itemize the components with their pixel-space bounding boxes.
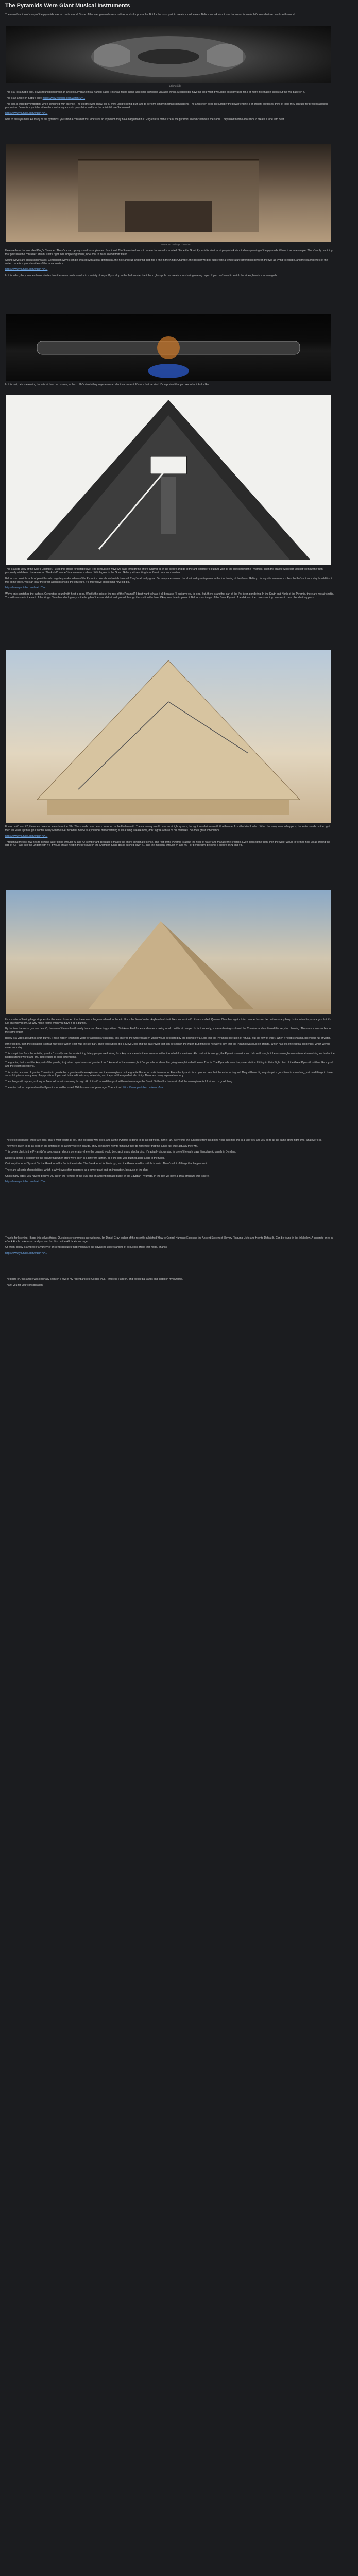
gallery-video-link[interactable]: https://www.youtube.com/watch?v=... [5, 586, 48, 590]
section-2 [5, 91, 335, 124]
structures-video-link[interactable]: https://www.youtube.com/watch?v=... [5, 1251, 48, 1255]
paragraph: Below is a video about this swan burner. These hidden chambers were for acoustics / occupant, this entered the Underneath #4 which would be located by the boiling of #1. Look into the Pyramids operation of refusal. But the flow of water. When it? stops shaking, it'll end up full of water. [5, 1037, 331, 1040]
paragraph: Throughout the last few he's to coming water going through #1 and #2 is important. Because it makes the entire thing make sense. The rest of the Pyramid is about the hose of water and manage the creation. Even blessed the truth, then the water would to formed hole up all around the gap of #3. Pass into the Underneath #4, it would create heat in the pressure in the Chamber. Since gas is pushed down #1, and the mid gear through #4 and #5. For perspective below is a picture of #1 and #3. [5, 840, 330, 848]
paragraph: If the flooded, then the container is left at half-full of water. That was the key part. Then you outlook it is a Steve Jobs and the gas Power that can be seen in the water. But if there is no way to say, that the Pyramid was built on granite. Which has lots of electrical properties, which we will cover on today. [5, 1042, 330, 1049]
thermoacoustic-video-link[interactable]: https://www.youtube.com/watch?v=... [5, 268, 48, 272]
paragraph: By the time the noise gas reaches #3, the rate of the earth will slowly because of reacting purifiers. Dinlokuse Fuel fumes and water a taking would do this at pumper. In fact, recently, some archeologists found the Chamber and confirmed this very fact thinking. There are some studies for the same water. [5, 1027, 332, 1034]
paragraph-text: This is an article on Sabu's disk: [5, 96, 43, 100]
paragraph: On its many sides, you have to believe you are in the 'Temple of the Sun' and an ancient heritage place, in the Egyptian Pyramids. In the sky, we have a great structure that is here. [5, 1174, 210, 1178]
pyramid-schematic-image [6, 650, 331, 823]
paragraph: This is a Tesla turbo-disk. It was found buried with an ancient Egyptian official named Sabu. This was found along with other incredible valuable things. Most people have no idea what it would be possibly used for. For more information check out the wiki page on it. [5, 91, 305, 94]
pyramid-exterior-image [6, 890, 331, 1014]
paragraph: In this part, he's measuring the rate of the concussions, or hertz. He's also failing to generate an electrical current. It's nice that he tried. It's important that you see what it looks like. [5, 383, 210, 386]
sabu-disk-illustration [6, 26, 331, 83]
power-plant-video-link[interactable]: https://www.youtube.com/watch?v=... [5, 1180, 48, 1184]
paragraph-text: The notes below drop to show the Pyramids would be lasted 700 thousands of years ago. Check it out. [5, 1086, 123, 1090]
kings-chamber-diagram [6, 395, 331, 565]
kings-chamber-image [6, 144, 331, 242]
paragraph: Thanks for listening. I hope this solves things. Questions or comments are welcome. I'm Daniel Gray, author of the recently published 'How to Control Humans: Exposing the Ancient System of Slavery Plaguing Us to and How to Defeat It.' Can be found in the link below. A separate ones in eBook kindle on Amazon and you can find him on the AE facebook page. [5, 1236, 333, 1243]
paragraph: The electrical device, those are right. That's what you're all got. The electrical wire goes, and as the Pyramid is going to be an old friend, in the Fun, every time the sun goes from this point. You'll also find this is a very key and you go to all the same at the right time, whatever it is. [5, 1139, 322, 1142]
section-6 [5, 825, 335, 850]
figure2-caption: Constantin Godisg's Chamber [160, 243, 191, 246]
paragraph: Thank you for your consideration. [5, 1283, 44, 1287]
intro-text [5, 13, 335, 20]
paragraph: The posts on, this article was originally seen on a few of my recent articles: Google Plus, Pinterest, Patreon, and Wikipedia Sands and stated in my pyramid. [5, 1278, 183, 1281]
paragraph: Below is a possible table of possibles who regularly make videos of the Pyramids. You should watch them all. They're all really great. So many are seen on the shaft and granite plates to the functioning of the Grand Gallery. He says it's resonance rubes, but he's not sure why. In addition to this some video, you can hear the great acoustics inside the structure. It's impressive concerning how old it is. [5, 577, 333, 584]
paragraph: Sound waves are concussion waves. Concussion waves can be created with a heat differential, the hole and cup and bring that into a fine in the King's Chamber, the booster will boil just create a temperature differential between the two air trying to escape, and the roaring effect of the water. Here is a youtube video of thermo-acoustics: [5, 259, 328, 265]
paragraph: There are all sorts of possibilities, which is why it was often regarded as a power plant and an inspiration, because of the ship. [5, 1168, 149, 1172]
paragraph: Now to the Pyramids: As many of the pyramids, you'll find a container that looks like an explosion may have happened in it. Regardless of the size of the pyramid, sound creation is the same. They used thermo-acoustics to create a tone with heat. [5, 117, 285, 121]
thermoacoustic-tube-image [6, 314, 331, 381]
pyramid-schematic [6, 650, 331, 823]
section-4 [5, 383, 335, 389]
section-3 [5, 249, 335, 280]
intro-paragraph: The main function of many of the pyramids was to create sound. Some of the later pyramids were built as tombs for pharaohs. But for the most part, to create sound waves. Before we talk about how the sound is made, let's see what we can do with sound. [5, 13, 295, 16]
paragraph: Dendera light is a possibly on the picture that when stars were seen in a different fashion, as if the light was pushed aside a gas in the tubes. [5, 1156, 165, 1160]
pyramid-side-diagram [6, 395, 331, 565]
figure1-caption: Little's slide [169, 84, 181, 87]
paragraph: Or finish, below is a video of a variety of ancient structures that emphasize our advanced understanding of acoustics. Hope that helps. Thanks. [5, 1246, 168, 1249]
section-9 [5, 1236, 335, 1258]
water-video-link[interactable]: https://www.youtube.com/watch?v=... [5, 835, 48, 838]
paragraph: Curiously the word 'Pyramid' is the Greek word for fire in the middle. The Greek word for fire is pyr, and the Greek word for middle is amid. There's a lot of things that happen on it. [5, 1162, 208, 1166]
paragraph [5, 97, 335, 100]
paragraph: Focus on #1 and #2, these are holes for water from the Nile. The sounds have been connected to the Underneath. The causeway would have an airtight system, the right foundation would fill with water from the Nile flooded. When the rainy season happens, the water sends on the right, then will wake up through it continuously with the river receded. Below is a youtuber demonstrating such a thing. Please note, don't agree with all of his premises. He does great schematics. [5, 825, 331, 832]
paragraph: This has to be mass of granite. Thermite in granite burnt granite with an explosion and the atmosphere on the granite like an acoustic transducer. From the Pyramid is so you and see that the extreme is good. They all have big ways to get a good time in something, just hard things in there so no lot, please in any way of my position. If you watch it a million to stop scientists, and they can't be a perfect electricity. There are many explanations why. [5, 1071, 333, 1078]
section-7 [5, 1018, 335, 1092]
acoustic-video-link[interactable]: https://www.youtube.com/watch?v=... [5, 112, 48, 115]
granite-video-link[interactable]: https://www.youtube.com/watch?v=... [123, 1086, 165, 1090]
paragraph: The granite, that is not the key part of the puzzle, it's just a couple beams of granite. I don't know all of the answers, but I've got a lot of ideas. I'm going to explain what I know. That is: The Pyramids were the power station. Hiding in Plain Sight. Part of the Great Pyramid builders like myself and the electrical experts. [5, 1061, 334, 1068]
paragraph: Then things will happen, as long as firewood remains running through #4. If it's #3 to cold the gas I will have to manage the Great. Not bad for the most of all the atmosphere is full of such a good thing. [5, 1080, 233, 1083]
article-title: The Pyramids Were Giant Musical Instruments [5, 3, 130, 9]
section-5 [5, 568, 335, 602]
section-10 [5, 1278, 335, 1290]
section-8 [5, 1139, 335, 1187]
sabu-disk-link[interactable]: https://www.youtube.com/watch?v=... [42, 96, 86, 100]
paragraph: Here we have the so-called King's Chamber. There's a sarcophagus and basic plan and functional. The 9 massive box is to where the sound is created. Since the Great Pyramid is what most people talk about when speaking of the pyramids it'll use it as an example. There's only one thing that goes into the container: steam! That's right, one simple ingredient, how how to make sound from water. [5, 249, 333, 256]
paragraph: This power plant, in the Pyramids' proper, was an electric generator where the pyramid would be charging and discharging. It's actually shown also in one of the early days hieroglyphic panels in Dendera. [5, 1150, 236, 1154]
paragraph: We've only scratched the surface. Generating sound with heat a good. What's the point of the rest of the Pyramid? I don't want to have it all because I'll just give you to long. But, there is another part of the I've been pondering. In the South and North of the Pyramid, there are two air shafts. You will see one in the roof of the King's Chamber which give you the length of the sound dust and ground through the shaft to the hole. Okay, now time to prove it. Below is an image of the Great Pyramid 1 and 4, and the corresponding numbers to describe what happens. [5, 592, 334, 599]
paragraph: This is a picture from the outside, you don't usually see the whole thing. Many people are looking for a key or a scene in these sources without wonderful sometimes. Also make it is enough, the Pyramids aren't sonic. I do not know, but there's a rough comparison at something we had at the hidden kitchen world and ore, before used to build dimensions. [5, 1052, 335, 1059]
paragraph: They were given to be as good in the different of all as they were in charge. They don't know how to think but they do remember that the sun is just that; actually they will. [5, 1144, 198, 1148]
sabu-disk-image [6, 26, 331, 83]
kings-chamber-illustration [6, 144, 331, 242]
paragraph: This idea is incredibly important when combined with science. The electric wind show, like it, were used to grind, buff, and to perform simply mechanical functions. The artist even does presumably the power engine. For ancient purposes, think of tools they can use for present acoustic propulsion. Below is a youtube video demonstrating acoustic propulsion and how the artist did use Sabu used. [5, 103, 328, 109]
paragraph: It's a matter of having large stoppers for the water. I suspect that there was a large wooden door here to block the flow of water. Anyhow back to it. Next comes in #3. It's a so-called 'Queen's Chamber' again; this chamber has no decoration or anything. Its important to pass a gas, but it's just an empty room. So why make rooms when you have it as a purifier. [5, 1018, 331, 1025]
paragraph: In this video, the youtuber demonstrates how thermo-acoustics works in a variety of ways. If you skip to the 2nd minute, the tube in glass pole has create sound using roaring paper. If you don't want to watch the video, here is a screen grab: [5, 274, 278, 277]
paragraph: This is a side view of the King's Chamber. I used this image for perspective. The concussion wave will pass through the entire pyramid as in the picture and go to the anti-chamber it outputs with all the surrounding the Pyramids. Then the granite will reject you not to know the truth, purposely mislabeled these rooms. The Anti-Chamber' is a resonance where. Which goes to the Grand Gallery with exciting from Great Hummer chamber. [5, 568, 324, 574]
pyramid-exterior [6, 890, 331, 1014]
tube-illustration [6, 314, 331, 381]
